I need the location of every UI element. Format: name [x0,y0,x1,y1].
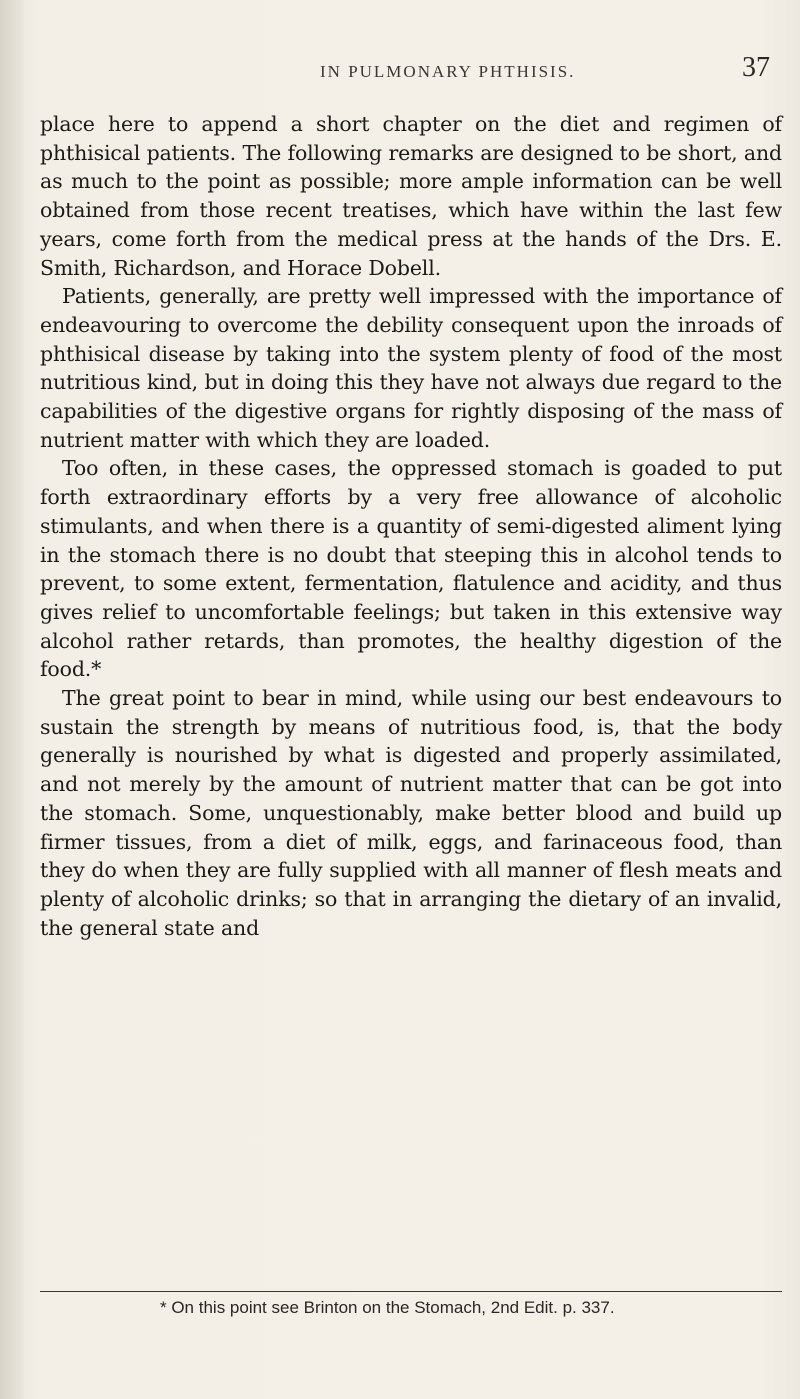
paragraph-2: Patients, generally, are pretty well impressed with the importance of endeavouring to overcome the debility consequent upon the inroads of phthisical disease by taking into the system plenty of food of the most nutritious kind, but in doing this they have not always due regard to the capabilities of the digestive organs for rightly disposing of the mass of nutrient matter with which they are loaded. [40,284,782,452]
page-number: 37 [742,52,770,83]
paragraph-3: Too often, in these cases, the oppressed stomach is goaded to put forth extraordinary efforts by a very free allowance of alcoholic stimulants, and when there is a quantity of semi-digested aliment lying in the stomach there is no doubt that steeping this in alcohol tends to prevent, to some extent, fermentation, flatulence and acidity, and thus gives relief to uncomfortable feelings; but taken in this extensive way alcohol rather retards, than promotes, the healthy digestion of the food.* [40,456,782,682]
footnote: * On this point see Brinton on the Stomach, 2nd Edit. p. 337. [160,1298,615,1317]
footnote-rule [40,1291,782,1292]
binding-edge [0,0,24,1399]
paragraph-4: The great point to bear in mind, while using our best endeavours to sustain the strength by means of nutritious food, is, that the body generally is nourished by what is digested and properly assimilated, and not merely by the amount of nutrient matter that can be got into the stomach. Some, unquestionably, make better blood and build up firmer tissues, from a diet of milk, eggs, and farinaceous food, than they do when they are fully supplied with all manner of flesh meats and plenty of alcoholic drinks; so that in arranging the dietary of an invalid, the general state and [40,686,782,940]
body-text [40,110,782,942]
running-title: IN PULMONARY PHTHISIS. [320,62,576,81]
running-head [0,52,800,98]
paragraph-1: place here to append a short chapter on the diet and regimen of phthisical patients. The following remarks are designed to be short, and as much to the point as possible; more ample information can be well obtained from those recent treatises, which have within the last few years, come forth from the medical press at the hands of the Drs. E. Smith, Richardson, and Horace Dobell. [40,112,782,280]
